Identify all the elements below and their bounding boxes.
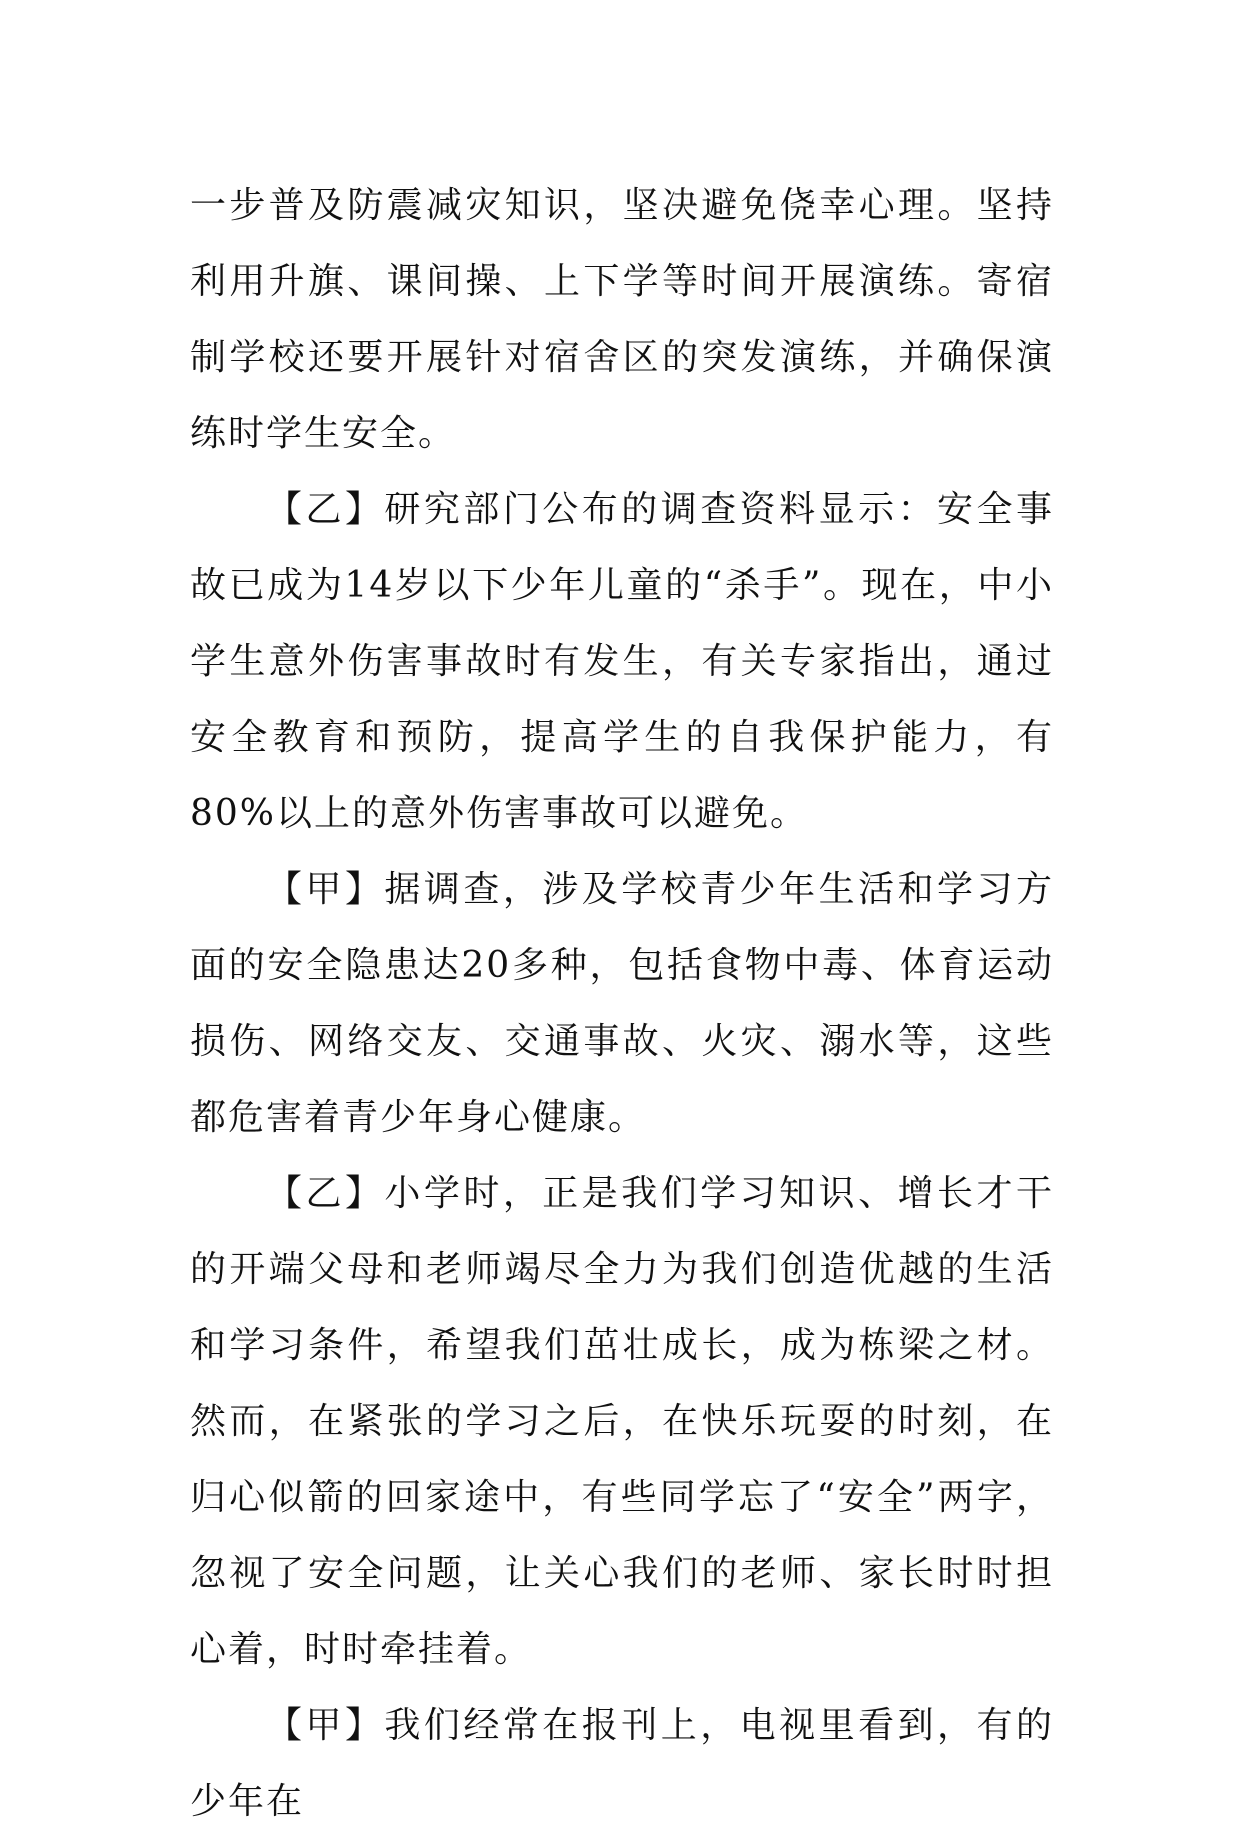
paragraph-jia-hazards: 【甲】据调查，涉及学校青少年生活和学习方面的安全隐患达20多种，包括食物中毒、体育运动损伤、网络交友、交通事故、火灾、溺水等，这些都危害着青少年身心健康。: [190, 869, 1054, 1138]
paragraph-yi-primary-school: 【乙】小学时，正是我们学习知识、增长才干的开端父母和老师竭尽全力为我们创造优越的生活和学习条件，希望我们茁壮成长，成为栋梁之材。然而，在紧张的学习之后，在快乐玩耍的时刻，在归心似箭的回家途中，有些同学忘了“安全”两字，忽视了安全问题，让关心我们的老师、家长时时担心着，时时牵挂着。: [190, 1173, 1054, 1670]
document-body: [190, 168, 1054, 1840]
paragraph-yi-survey: 【乙】研究部门公布的调查资料显示：安全事故已成为14岁以下少年儿童的“杀手”。现在，中小学生意外伤害事故时有发生，有关专家指出，通过安全教育和预防，提高学生的自我保护能力，有80%以上的意外伤害事故可以避免。: [190, 489, 1054, 834]
paragraph-jia-news: 【甲】我们经常在报刊上，电视里看到，有的少年在: [190, 1705, 1054, 1822]
paragraph-continued: 一步普及防震减灾知识，坚决避免侥幸心理。坚持利用升旗、课间操、上下学等时间开展演练。寄宿制学校还要开展针对宿舍区的突发演练，并确保演练时学生安全。: [190, 185, 1054, 454]
